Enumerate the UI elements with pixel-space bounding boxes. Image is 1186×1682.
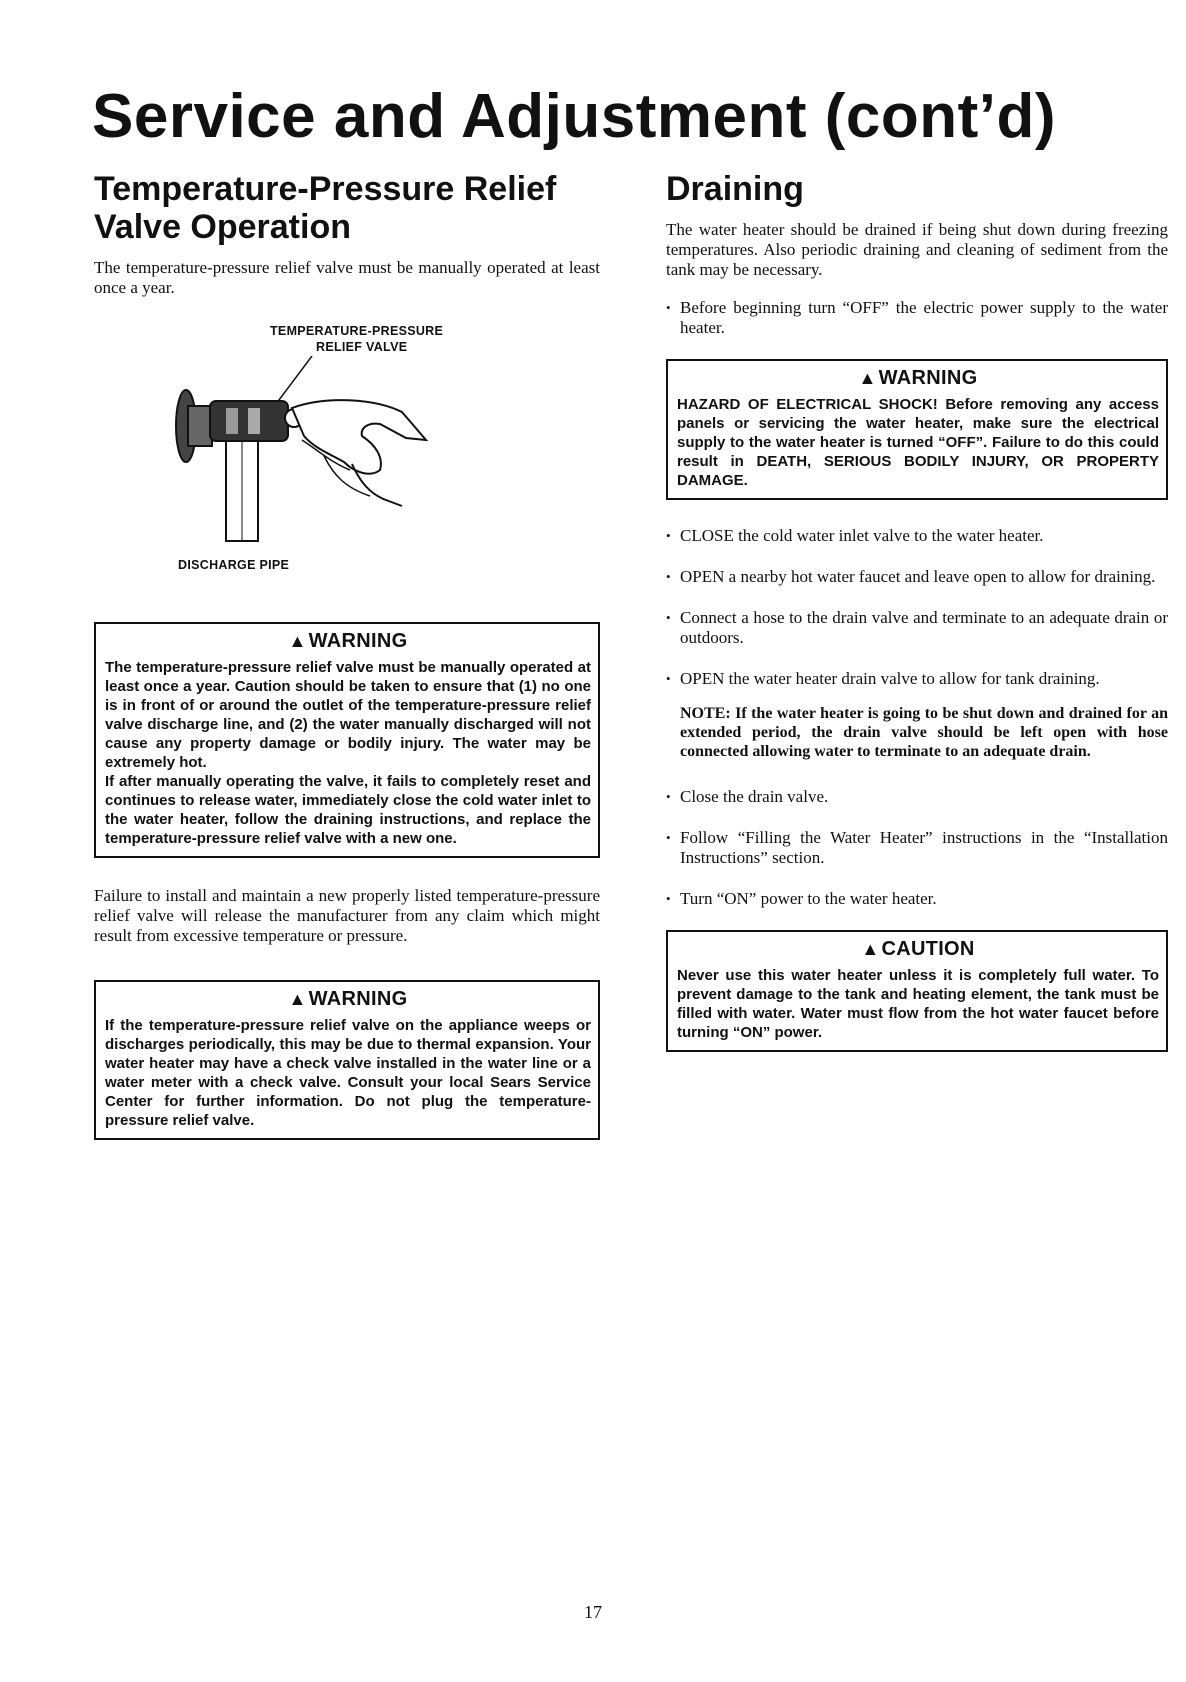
list-item-follow-filling: • Follow “Filling the Water Heater” instructions in the “Installation Instructions” section.	[666, 828, 1168, 868]
list-item-close-drain: • Close the drain valve.	[666, 787, 1168, 807]
right-column	[666, 170, 1168, 1052]
tp-relief-heading-line2: Valve Operation	[94, 208, 351, 246]
refill-steps	[666, 787, 1168, 909]
caution-full-water-title: ▲ CAUTION	[861, 938, 975, 960]
power-off-list	[666, 298, 1168, 338]
warning-reset-failure-text: If after manually operating the valve, it fails to completely reset and continues to release water, immediately close the cold water inlet to the water heater, follow the draining instructions, and replace the temperature-pressure relief valve with a new one.	[105, 773, 591, 847]
list-item-close-inlet: • CLOSE the cold water inlet valve to the water heater.	[666, 526, 1168, 546]
warning-triangle-icon: ▲	[858, 368, 877, 388]
caution-triangle-icon: ▲	[861, 939, 880, 959]
warning-triangle-icon: ▲	[288, 631, 307, 651]
list-item-power-on: • Turn “ON” power to the water heater.	[666, 889, 1168, 909]
warning-triangle-icon: ▲	[288, 989, 307, 1009]
label-tp-valve-line2: RELIEF VALVE	[316, 340, 408, 354]
tp-relief-heading	[94, 170, 600, 246]
warning-thermal-expansion	[94, 980, 600, 1140]
list-item-open-drain: • OPEN the water heater drain valve to allow for tank draining.	[666, 669, 1168, 689]
caution-full-water-text: Never use this water heater unless it is completely full water. To prevent damage to the tank and heating element, the tank must be filled with water. Water must flow from the hot water faucet before turning “ON” power.	[677, 967, 1159, 1041]
valve-and-hand-illustration	[174, 356, 494, 546]
draining-intro: The water heater should be drained if being shut down during freezing temperatures. Also periodic draining and cleaning of sediment from the tank may be necessary.	[666, 220, 1168, 279]
list-item-connect-hose: • Connect a hose to the drain valve and terminate to an adequate drain or outdoors.	[666, 608, 1168, 648]
list-item-power-off: • Before beginning turn “OFF” the electric power supply to the water heater.	[666, 298, 1168, 338]
warning-manual-operation	[94, 622, 600, 858]
draining-steps	[666, 526, 1168, 689]
caution-full-water	[666, 930, 1168, 1052]
list-item-open-faucet: • OPEN a nearby hot water faucet and leave open to allow for draining.	[666, 567, 1168, 587]
tp-relief-heading-line1: Temperature-Pressure Relief	[94, 170, 557, 208]
warning-electrical-shock	[666, 359, 1168, 500]
left-column	[94, 170, 600, 1140]
warning-manual-operation-title: ▲ WARNING	[288, 630, 408, 652]
warning-thermal-expansion-title: ▲ WARNING	[288, 988, 408, 1010]
warning-electrical-shock-text: HAZARD OF ELECTRICAL SHOCK! Before removing any access panels or servicing the water heater, make sure the electrical supply to the water heater is turned “OFF”. Failure to do this could result in DEATH, SERIOUS BODILY INJURY, OR PROPERTY DAMAGE.	[677, 396, 1159, 489]
label-discharge-pipe: DISCHARGE PIPE	[178, 558, 290, 572]
page-number: 17	[584, 1602, 602, 1622]
failure-to-install-text: Failure to install and maintain a new properly listed temperature-pressure relief valve will release the manufacturer from any claim which might result from excessive temperature or pressure.	[94, 886, 600, 945]
label-tp-valve-line1: TEMPERATURE-PRESSURE	[270, 324, 444, 338]
draining-heading: Draining	[666, 170, 804, 208]
warning-thermal-expansion-text: If the temperature-pressure relief valve on the appliance weeps or discharges periodically, this may be due to thermal expansion. Your water heater may have a check valve installed in the water line or a water meter with a check valve. Consult your local Sears Service Center for further information. Do not plug the temperature-pressure relief valve.	[105, 1017, 591, 1129]
tp-relief-intro: The temperature-pressure relief valve must be manually operated at least once a year.	[94, 258, 600, 297]
warning-electrical-shock-title: ▲ WARNING	[858, 367, 978, 389]
page-title: Service and Adjustment (cont’d)	[92, 82, 1056, 151]
warning-manual-operation-text: The temperature-pressure relief valve must be manually operated at least once a year. Caution should be taken to ensure that (1) no one is in front of or around the outlet of the temperature-pressure relief valve discharge line, and (2) the water manually discharged will not cause any property damage or bodily injury. The water may be extremely hot.	[105, 659, 591, 771]
extended-shutdown-note: NOTE: If the water heater is going to be shut down and drained for an extended period, the drain valve should be left open with hose connected allowing water to terminate to an adequate drain.	[680, 705, 1168, 760]
relief-valve-diagram	[94, 316, 600, 596]
